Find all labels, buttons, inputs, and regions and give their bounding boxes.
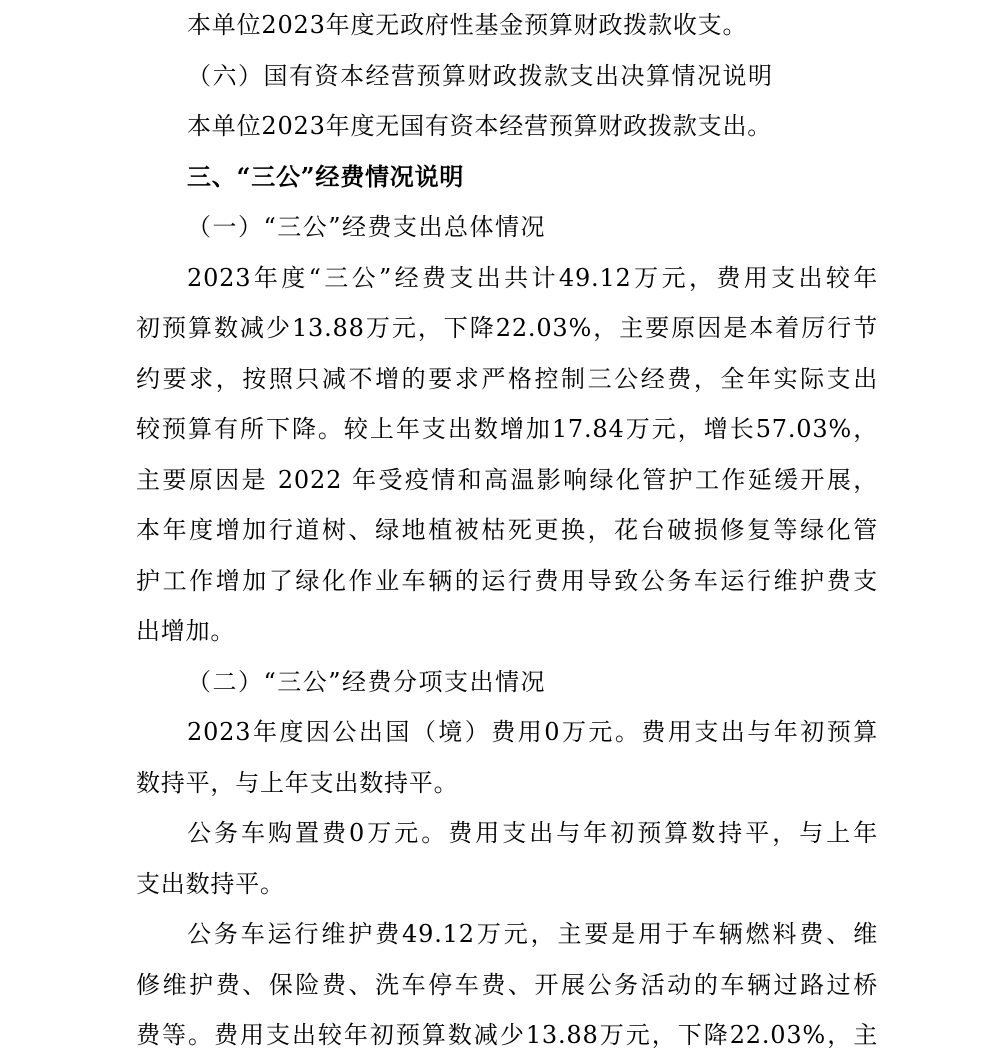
paragraph-line: 公务车运行维护费49.12万元，主要是用于车辆燃料费、维	[187, 920, 878, 948]
section-heading-6: （六）国有资本经营预算财政拨款支出决算情况说明	[187, 61, 774, 90]
subsection-heading-1: （一）“三公”经费支出总体情况	[187, 213, 547, 241]
paragraph-line: 初预算数减少13.88万元，下降22.03%，主要原因是本着厉行节	[136, 314, 878, 342]
paragraph-line: 本单位2023年度无政府性基金预算财政拨款收支。	[187, 11, 748, 39]
paragraph-line: 支出数持平。	[136, 869, 285, 898]
paragraph-line: 约要求，按照只减不增的要求严格控制三公经费，全年实际支出	[136, 364, 878, 393]
document-page	[136, 0, 878, 1061]
paragraph-line: 主要原因是 2022 年受疫情和高温影响绿化管护工作延缓开展，	[136, 465, 878, 494]
paragraph-line: 2023年度因公出国（境）费用0万元。费用支出与年初预算	[187, 718, 878, 746]
paragraph-line: 出增加。	[136, 617, 236, 645]
paragraph-line: 本单位2023年度无国有资本经营预算财政拨款支出。	[187, 112, 773, 140]
paragraph-line: 较预算有所下降。较上年支出数增加17.84万元，增长57.03%，	[136, 415, 878, 443]
paragraph-line: 护工作增加了绿化作业车辆的运行费用导致公务车运行维护费支	[136, 566, 878, 595]
paragraph-line: 费等。费用支出较年初预算数减少13.88万元，下降22.03%，主	[136, 1021, 878, 1049]
paragraph-line: 数持平，与上年支出数持平。	[136, 768, 459, 797]
paragraph-line: 2023年度“三公”经费支出共计49.12万元，费用支出较年	[187, 263, 878, 292]
paragraph-line: 公务车购置费0万元。费用支出与年初预算数持平，与上年	[187, 819, 878, 847]
paragraph-line: 本年度增加行道树、绿地植被枯死更换，花台破损修复等绿化管	[136, 516, 878, 544]
subsection-heading-2: （二）“三公”经费分项支出情况	[187, 667, 547, 696]
section-heading-3: 三、“三公”经费情况说明	[187, 161, 465, 191]
paragraph-line: 修维护费、保险费、洗车停车费、开展公务活动的车辆过路过桥	[136, 970, 878, 999]
